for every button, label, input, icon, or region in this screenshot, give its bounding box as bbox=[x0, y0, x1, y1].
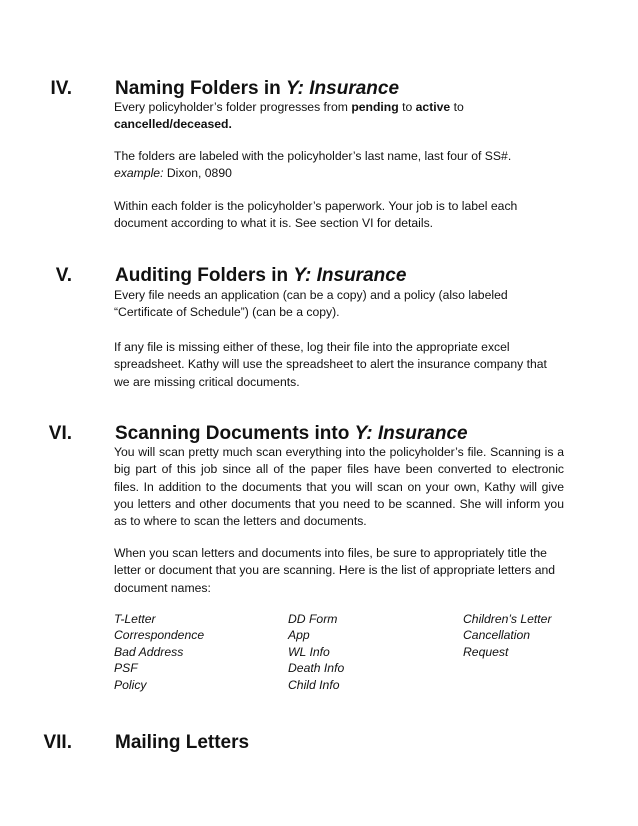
section-iv-paragraph-2: The folders are labeled with the policyholder’s last name, last four of SS#. example: Dixon, 0890 bbox=[114, 149, 512, 181]
section-number: VI. bbox=[48, 423, 72, 444]
section-iv-paragraph-1: Every policyholder’s folder progresses from pending to active to cancelled/deceased. bbox=[114, 100, 464, 132]
section-title: Auditing Folders in Y: Insurance bbox=[115, 265, 407, 286]
section-title: Naming Folders in Y: Insurance bbox=[115, 78, 400, 99]
document-name: Request bbox=[463, 644, 509, 659]
document-name: Correspondence bbox=[114, 628, 205, 643]
document-name: Child Info bbox=[288, 677, 340, 692]
document-name: App bbox=[288, 628, 310, 643]
section-number: IV. bbox=[50, 78, 72, 99]
section-number: V. bbox=[55, 265, 72, 286]
document-name: PSF bbox=[114, 661, 138, 676]
section-v-heading bbox=[0, 263, 600, 289]
section-vii-heading bbox=[0, 730, 600, 756]
document-name: Bad Address bbox=[114, 644, 184, 659]
section-v-paragraph-1: Every file needs an application (can be a copy) and a policy (also labeled “Certificate of Schedule”) (can be a copy). bbox=[114, 288, 508, 320]
document-name: WL Info bbox=[288, 644, 330, 659]
section-number: VII. bbox=[43, 732, 72, 753]
document-names-column-2 bbox=[288, 611, 344, 693]
document-name: Children’s Letter bbox=[463, 612, 552, 626]
document-name: Policy bbox=[114, 677, 147, 692]
section-vi-paragraph-1: You will scan pretty much scan everything into the policyholder’s file. Scanning is a big part of this job since all of the paper files have been converted to electronic files. In addition to the documents that you will scan on your own, Kathy will give you letters and other documents that you need to be scanned. She will inform you as to where to scan the letters and documents. bbox=[114, 445, 564, 529]
section-title: Scanning Documents into Y: Insurance bbox=[115, 423, 468, 444]
section-iv-paragraph-3: Within each folder is the policyholder’s paperwork. Your job is to label each document according to what it is. See section VI for details. bbox=[114, 199, 518, 231]
section-vi-paragraph-2: When you scan letters and documents into files, be sure to appropriately title the letter or document that you are scanning. Here is the list of appropriate letters and document names: bbox=[114, 546, 556, 595]
document-name: Death Info bbox=[288, 661, 345, 676]
document-names-column-3 bbox=[463, 611, 552, 660]
document-name: Cancellation bbox=[463, 628, 531, 643]
document-names-column-1 bbox=[114, 611, 204, 693]
document-name: T-Letter bbox=[114, 612, 156, 626]
document-name: DD Form bbox=[288, 612, 338, 626]
section-title: Mailing Letters bbox=[115, 732, 250, 753]
section-v-paragraph-2: If any file is missing either of these, log their file into the appropriate excel spreadsheet. Kathy will use the spreadsheet to alert the insurance company that we are missing critical documents. bbox=[114, 340, 547, 389]
